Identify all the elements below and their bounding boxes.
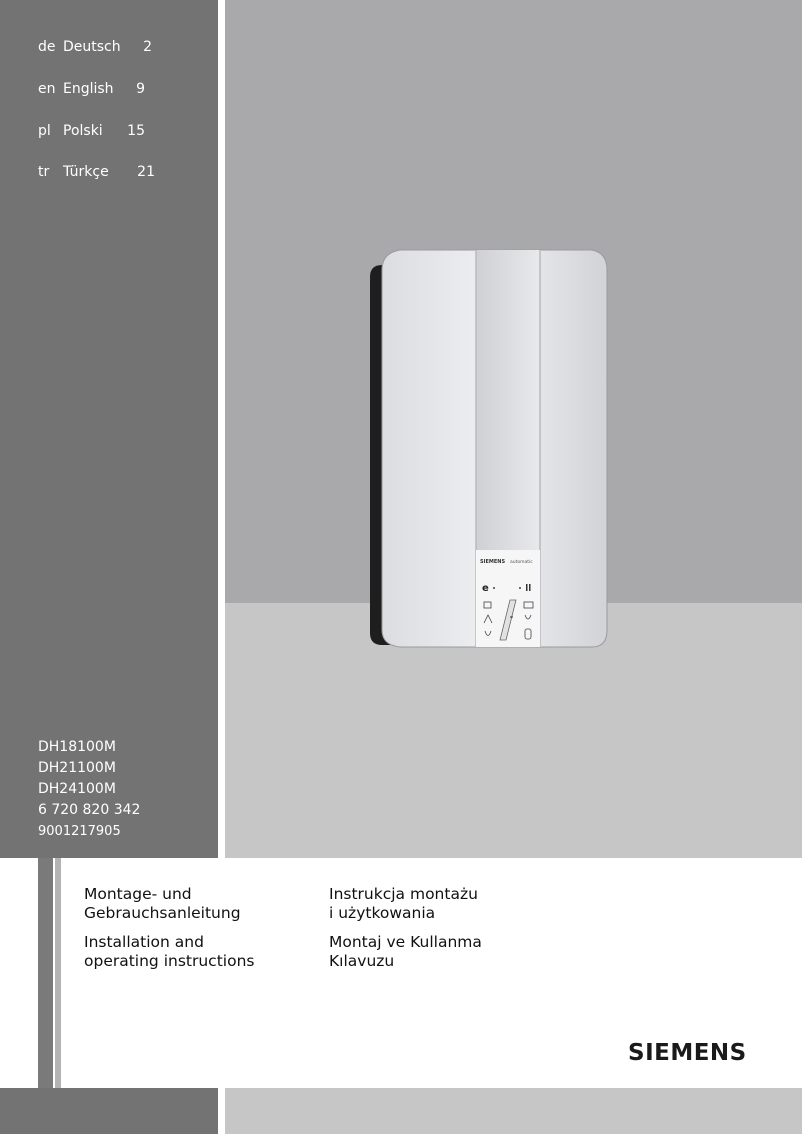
title-line: Kılavuzu <box>329 952 395 970</box>
title-line: i użytkowania <box>329 904 436 922</box>
title-line: Installation and <box>84 933 204 951</box>
title-line: operating instructions <box>84 952 255 970</box>
title-de <box>84 885 241 923</box>
lang-code: tr <box>38 164 50 180</box>
title-line: Gebrauchsanleitung <box>84 904 241 922</box>
lang-code: de <box>38 39 56 55</box>
accent-bar <box>38 858 53 1088</box>
title-en <box>84 933 254 971</box>
lang-name: English <box>63 81 114 97</box>
title-line: Montaj ve Kullanma <box>329 933 482 951</box>
accent-bar-light <box>55 858 61 1088</box>
lang-page: 15 <box>127 123 145 139</box>
model-number: DH24100M <box>38 781 116 797</box>
brand-logo: SIEMENS <box>628 1040 747 1066</box>
device-sub-label: automatic <box>510 560 533 565</box>
device-brand-label: SIEMENS <box>480 559 506 565</box>
product-photo <box>225 0 802 858</box>
part-number: 9001217905 <box>38 824 121 839</box>
lang-name: Türkçe <box>63 164 109 180</box>
footer-band-left <box>0 1088 218 1134</box>
water-heater-image <box>360 245 610 655</box>
title-pl <box>329 885 478 923</box>
lang-page: 9 <box>136 81 145 97</box>
lang-code: pl <box>38 123 51 139</box>
part-number: 6 720 820 342 <box>38 802 141 818</box>
sidebar-panel <box>0 0 218 858</box>
footer-band-right <box>225 1088 802 1134</box>
lang-name: Polski <box>63 123 103 139</box>
title-line: Instrukcja montażu <box>329 885 478 903</box>
lang-name: Deutsch <box>63 39 121 55</box>
title-tr <box>329 933 482 971</box>
lang-page: 21 <box>137 164 155 180</box>
divider <box>218 0 225 858</box>
model-list <box>38 737 140 842</box>
model-number: DH18100M <box>38 739 116 755</box>
lang-code: en <box>38 81 56 97</box>
lang-page: 2 <box>143 39 152 55</box>
model-number: DH21100M <box>38 760 116 776</box>
efficiency-mark: e <box>482 583 489 594</box>
title-line: Montage- und <box>84 885 192 903</box>
